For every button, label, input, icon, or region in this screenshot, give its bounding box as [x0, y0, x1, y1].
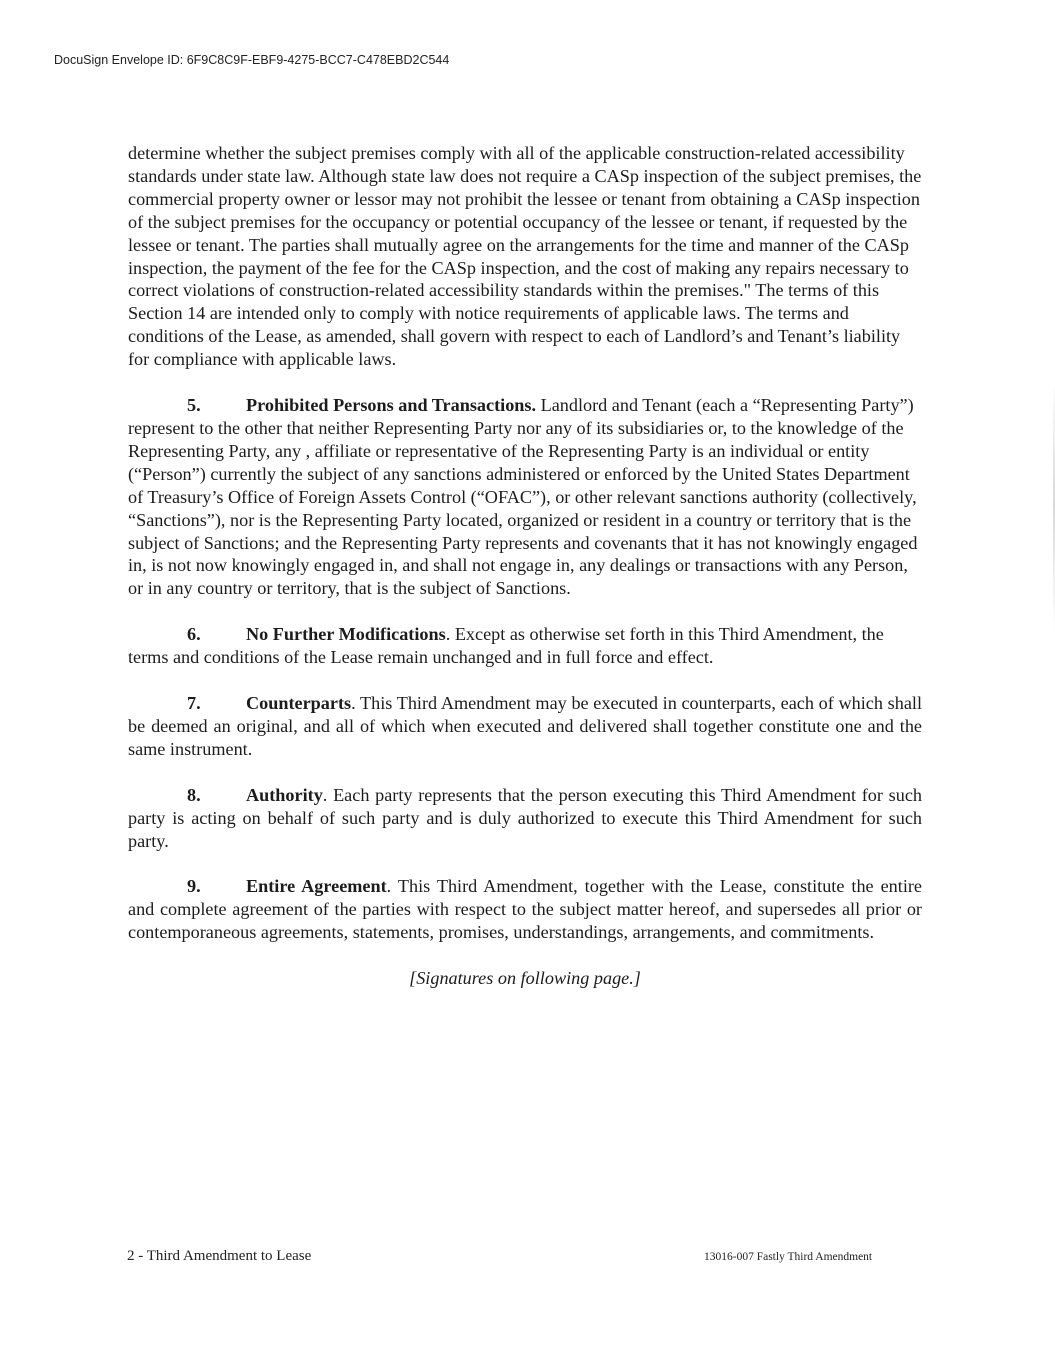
section-number: 7.	[187, 693, 201, 714]
section-number: 8.	[187, 784, 201, 805]
intro-paragraph: determine whether the subject premises comply with all of the applicable construction-related accessibility standards under state law. Although state law does not require a CASp inspection of the subject premises, the commercial property owner or lessor may not prohibit the lessee or tenant from obtaining a CASp inspection of the subject premises for the occupancy or potential occupancy of the lessee or tenant, if requested by the lessee or tenant. The parties shall mutually agree on the arrangements for the time and manner of the CASp inspection, the payment of the fee for the CASp inspection, and the cost of making any repairs necessary to correct violations of construction-related accessibility standards within the premises." The terms of this Section 14 are intended only to comply with notice requirements of applicable laws. The terms and conditions of the Lease, as amended, shall govern with respect to each of Landlord’s and Tenant’s liability for compliance with applicable laws.	[128, 143, 922, 370]
section-text: . This Third Amendment may be executed in counterparts, each of which shall be deemed an original, and all of which when executed and delivered shall together constitute one and the same instrument.	[128, 693, 922, 759]
section-number: 9.	[187, 876, 201, 897]
section-5	[128, 394, 922, 600]
docusign-envelope-id: DocuSign Envelope ID: 6F9C8C9F-EBF9-4275-BCC7-C478EBD2C544	[54, 53, 450, 67]
section-text: . Each party represents that the person executing this Third Amendment for such party is acting on behalf of such party and is duly authorized to execute this Third Amendment for such party.	[128, 784, 922, 851]
section-text: . Except as otherwise set forth in this Third Amendment, the terms and conditions of the Lease remain unchanged and in full force and effect.	[128, 624, 884, 668]
section-heading: Prohibited Persons and Transactions.	[246, 395, 537, 416]
footer-doc-reference: 13016-007 Fastly Third Amendment	[704, 1251, 873, 1263]
section-text: Landlord and Tenant (each a “Representing Party”) represent to the other that neither Representing Party nor any of its subsidiaries or, to the knowledge of the Representing Party, any , affiliate or representative of the Representing Party is an individual or entity (“Person”) currently the subject of any sanctions administered or enforced by the United States Department of Treasury’s Office of Foreign Assets Control (“OFAC”), or other relevant sanctions authority (collectively, “Sanctions”), nor is the Representing Party located, organized or resident in a country or territory that is the subject of Sanctions; and the Representing Party represents and covenants that it has not knowingly engaged in, is not now knowingly engaged in, and shall not engage in, any dealings or transactions with any Person, or in any country or territory, that is the subject of Sanctions.	[128, 395, 918, 599]
section-6	[128, 623, 922, 669]
section-heading: Authority	[246, 784, 323, 805]
section-text: . This Third Amendment, together with the Lease, constitute the entire and complete agreement of the parties with respect to the subject matter hereof, and supersedes all prior or contemporaneous agreements, statements, promises, understandings, arrangements, and commitments.	[128, 876, 922, 943]
section-8	[128, 784, 922, 853]
section-heading: No Further Modifications	[246, 624, 446, 645]
signatures-note: [Signatures on following page.]	[409, 968, 641, 989]
section-number: 6.	[187, 624, 201, 645]
document-body	[128, 142, 922, 990]
section-heading: Entire Agreement	[246, 876, 387, 897]
section-heading: Counterparts	[246, 693, 352, 714]
section-number: 5.	[187, 395, 201, 416]
section-9	[128, 875, 922, 944]
footer-page-label: 2 - Third Amendment to Lease	[127, 1248, 312, 1264]
section-7	[128, 692, 922, 761]
